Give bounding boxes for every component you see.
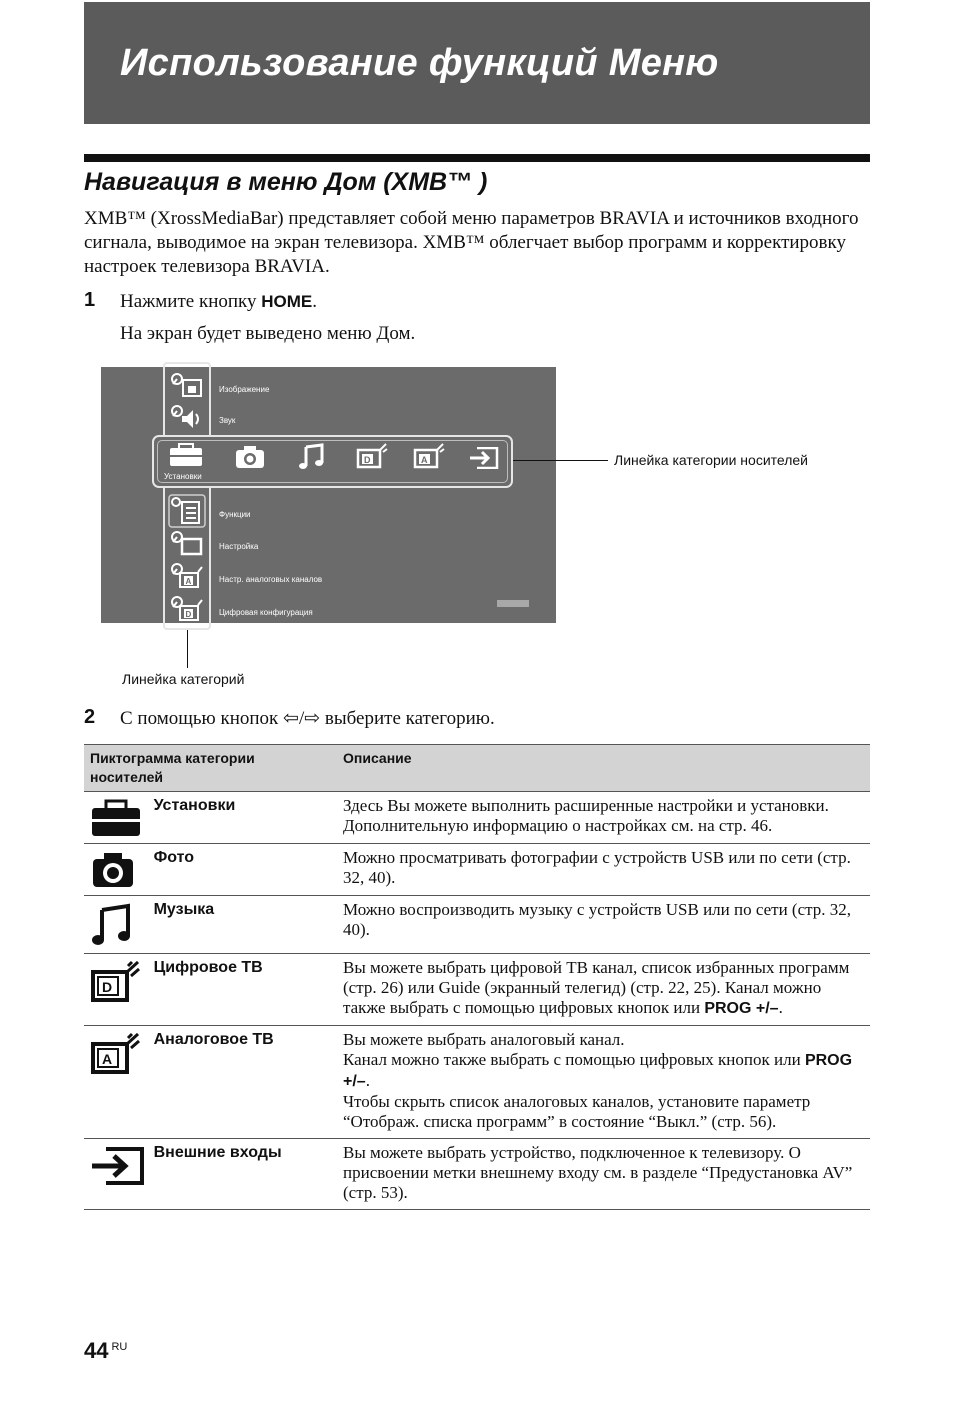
- header-icon-column: Пиктограмма категории носителей: [84, 745, 337, 792]
- category-description: Вы можете выбрать устройство, подключенное к телевизору. О присвоении метки внешнему входу см. в разделе “Предустановка AV” (стр. 53).: [337, 1139, 870, 1210]
- analog-tv-icon: [90, 1032, 142, 1078]
- features-icon[interactable]: [168, 494, 206, 528]
- settings-toolbox-icon[interactable]: [167, 442, 205, 468]
- digital-tv-icon: [90, 960, 142, 1006]
- callout-line-media: [513, 460, 608, 461]
- callout-media-bar: Линейка категории носителей: [614, 452, 808, 468]
- analog-tv-icon[interactable]: [413, 442, 445, 470]
- setup-icon[interactable]: [170, 530, 204, 558]
- category-name: Музыка: [152, 896, 337, 954]
- menu-item-analog-setup[interactable]: Настр. аналоговых каналов: [219, 575, 323, 584]
- photo-camera-icon[interactable]: [235, 445, 265, 469]
- header-description-column: Описание: [337, 745, 870, 792]
- svg-text:D: D: [364, 455, 371, 465]
- digital-tv-icon[interactable]: [356, 442, 388, 470]
- category-description: Можно воспроизводить музыку с устройств USB или по сети (стр. 32, 40).: [337, 896, 870, 954]
- music-note-icon: [90, 902, 138, 948]
- category-name: Установки: [152, 792, 337, 844]
- svg-text:D: D: [185, 610, 192, 619]
- table-row: [84, 1139, 870, 1210]
- sound-settings-icon: [170, 404, 204, 432]
- category-name: Аналоговое ТВ: [152, 1026, 337, 1139]
- category-description: Вы можете выбрать цифровой ТВ канал, список избранных программ (стр. 26) или Guide (экранный телегид) (стр. 22, 25). Канал можно также выбрать с помощью цифровых кнопок или PROG +/–.: [337, 954, 870, 1026]
- callout-line-categories: [187, 630, 188, 668]
- section-rule: [84, 154, 870, 162]
- menu-item-features[interactable]: Функции: [219, 510, 251, 519]
- title-banner: [84, 2, 870, 124]
- page-number: 44 $^{RU}$: [84, 1338, 128, 1363]
- category-description: Вы можете выбрать аналоговый канал. Канал можно также выбрать с помощью цифровых кнопок или PROG +/–. Чтобы скрыть список аналоговых каналов, установите параметр “Отображ. списка программ” в состояние “Выкл.” (стр. 56).: [337, 1026, 870, 1139]
- page-title: Использование функций Меню: [120, 42, 719, 84]
- table-header-row: [84, 745, 870, 792]
- menu-item-picture[interactable]: Изображение: [219, 385, 270, 394]
- section-title: Навигация в меню Дом (XMB™ ): [84, 168, 488, 196]
- table-row: [84, 896, 870, 954]
- music-icon[interactable]: [298, 443, 326, 471]
- intro-paragraph: XMB™ (XrossMediaBar) представляет собой меню параметров BRAVIA и источников входного сигнала, выводимое на экран телевизора. XMB™ облегчает выбор программ и корректировку настроек телевизора BRAVIA.: [84, 208, 859, 277]
- category-table: [84, 744, 870, 1210]
- category-name: Цифровое ТВ: [152, 954, 337, 1026]
- menu-item-setup[interactable]: Настройка: [219, 542, 259, 551]
- step-1-subtext: На экран будет выведено меню Дом.: [120, 323, 416, 344]
- table-row: [84, 844, 870, 896]
- menu-item-sound[interactable]: Звук: [219, 416, 236, 425]
- table-row: [84, 1026, 870, 1139]
- selected-category-label: Установки: [164, 472, 202, 481]
- menu-item-digital-config[interactable]: Цифровая конфигурация: [219, 608, 313, 617]
- category-description: Можно просматривать фотографии с устройств USB или по сети (стр. 32, 40).: [337, 844, 870, 896]
- digital-setup-icon[interactable]: [170, 595, 204, 623]
- step-1-number: 1: [84, 289, 96, 311]
- external-inputs-icon[interactable]: [469, 447, 499, 469]
- category-name: Внешние входы: [152, 1139, 337, 1210]
- table-row: [84, 954, 870, 1026]
- svg-text:A: A: [421, 455, 428, 465]
- step-2-text: С помощью кнопок ⇦/⇨ выберите категорию.: [120, 708, 495, 729]
- svg-text:D: D: [102, 979, 113, 995]
- picture-settings-icon: [170, 372, 204, 400]
- language-code: RU: [111, 1341, 128, 1353]
- step-2-number: 2: [84, 706, 96, 728]
- input-icon: [90, 1145, 146, 1187]
- step-1-text: Нажмите кнопку HOME.: [120, 291, 317, 312]
- svg-text:A: A: [185, 577, 192, 586]
- table-row: [84, 792, 870, 844]
- category-description: Здесь Вы можете выполнить расширенные настройки и установки. Дополнительную информацию о настройках см. на стр. 46.: [337, 792, 870, 844]
- analog-setup-icon[interactable]: [170, 562, 204, 590]
- media-category-bar-inner: [157, 440, 508, 483]
- scroll-indicator: [497, 600, 529, 607]
- callout-category-bar: Линейка категорий: [122, 671, 245, 687]
- toolbox-icon: [90, 798, 142, 838]
- category-name: Фото: [152, 844, 337, 896]
- camera-icon: [90, 850, 138, 890]
- svg-text:A: A: [102, 1051, 113, 1067]
